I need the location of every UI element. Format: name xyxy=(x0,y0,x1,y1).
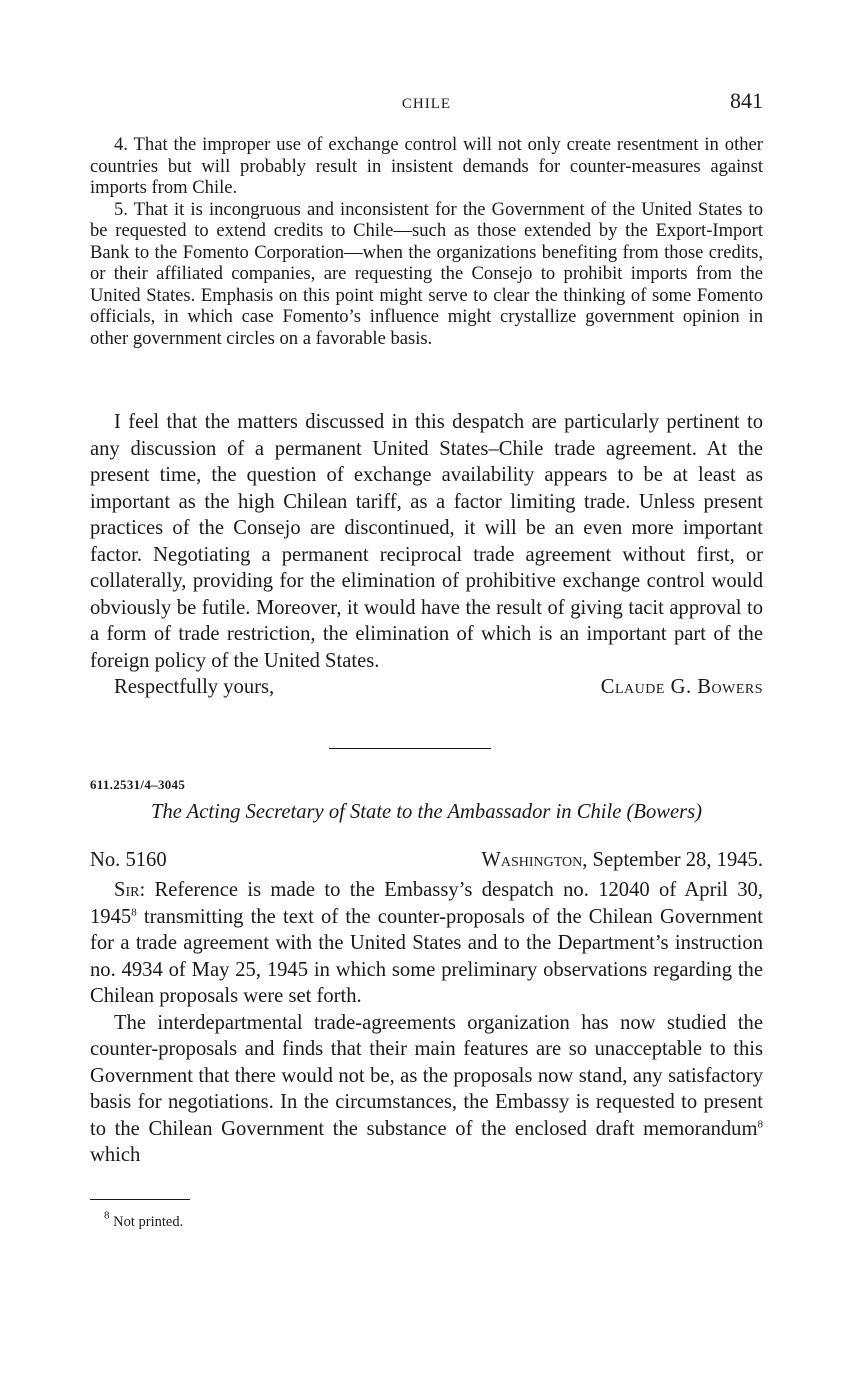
running-title: CHILE xyxy=(401,96,452,112)
document-title: The Acting Secretary of State to the Ambassador in Chile (Bowers) xyxy=(150,801,702,823)
section-divider xyxy=(329,748,491,749)
letter-body xyxy=(90,877,763,1169)
signature-line xyxy=(90,674,763,701)
paragraph-1-text-a: : Reference is made to the Embassy’s despatch no. 12040 of April 30, 1945 xyxy=(90,879,763,928)
footnote-rule xyxy=(90,1199,190,1200)
point-4: 4. That the improper use of exchange control will not only create resentment in other countries but will probably result in insistent demands for counter-measures against imports from Chile. xyxy=(90,134,763,198)
place-and-date xyxy=(481,849,763,872)
salutation: Sir xyxy=(114,879,140,901)
footnote-ref: 8 xyxy=(757,1117,763,1130)
enumerated-points xyxy=(90,134,763,349)
running-head xyxy=(90,88,763,118)
instruction-number: No. 5160 xyxy=(90,849,167,871)
footnote-text: Not printed. xyxy=(109,1214,184,1230)
file-number: 611.2531/4–3045 xyxy=(90,777,186,792)
signatory-name: Claude G. Bowers xyxy=(600,676,763,698)
dateline xyxy=(90,849,763,872)
closing-section xyxy=(90,409,763,701)
footnote xyxy=(104,1209,184,1231)
place: Washington xyxy=(481,849,583,871)
paragraph-2-text-a: The interdepartmental trade-agreements organization has now studied the counter-proposals and finds that their main features are so unacceptable to this Government that there would not be, as the proposals now stand, any satisfactory basis for negotiations. In the circumstances, the Embassy is requested to present to the Chilean Government the substance of the enclosed draft memorandum xyxy=(90,1011,763,1140)
footnote-ref: 8 xyxy=(131,905,137,918)
closing-paragraph: I feel that the matters discussed in this despatch are particularly pertinent to any discussion of a permanent United States–Chile trade agreement. At the present time, the question of exchange availability appears to be at least as important as the high Chilean tariff, as a factor limiting trade. Unless present practices of the Consejo are discontinued, it will be an even more important factor. Negotiating a permanent reciprocal trade agreement without first, or collaterally, providing for the elimination of prohibitive exchange control would obviously be futile. Moreover, it would have the result of giving tacit approval to a form of trade restriction, the elimination of which is an important part of the foreign policy of the United States. xyxy=(90,411,763,672)
page-number: 841 xyxy=(730,88,763,113)
paragraph-2-text-b: which xyxy=(90,1144,141,1166)
date: , September 28, 1945. xyxy=(582,849,763,871)
point-5: 5. That it is incongruous and inconsistent for the Government of the United States to be requested to extend credits to Chile—such as those extended by the Export-Import Bank to the Fomento Corporation—when the organizations benefiting from those credits, or their affiliated companies, are requesting the Consejo to prohibit imports from the United States. Emphasis on this point might serve to clear the thinking of some Fomento officials, in which case Fomento’s influence might crystallize government opinion in other government circles on a favorable basis. xyxy=(90,198,763,349)
paragraph-1-text-b: transmitting the text of the counter-proposals of the Chilean Government for a trade agreement with the United States and to the Department’s instruction no. 4934 of May 25, 1945 in which some preliminary observations regarding the Chilean proposals were set forth. xyxy=(90,905,763,1007)
complimentary-close: Respectfully yours, xyxy=(114,676,275,698)
footnote-marker: 8 xyxy=(104,1209,110,1222)
paragraph-2 xyxy=(90,1010,763,1169)
paragraph-1 xyxy=(90,877,763,1010)
